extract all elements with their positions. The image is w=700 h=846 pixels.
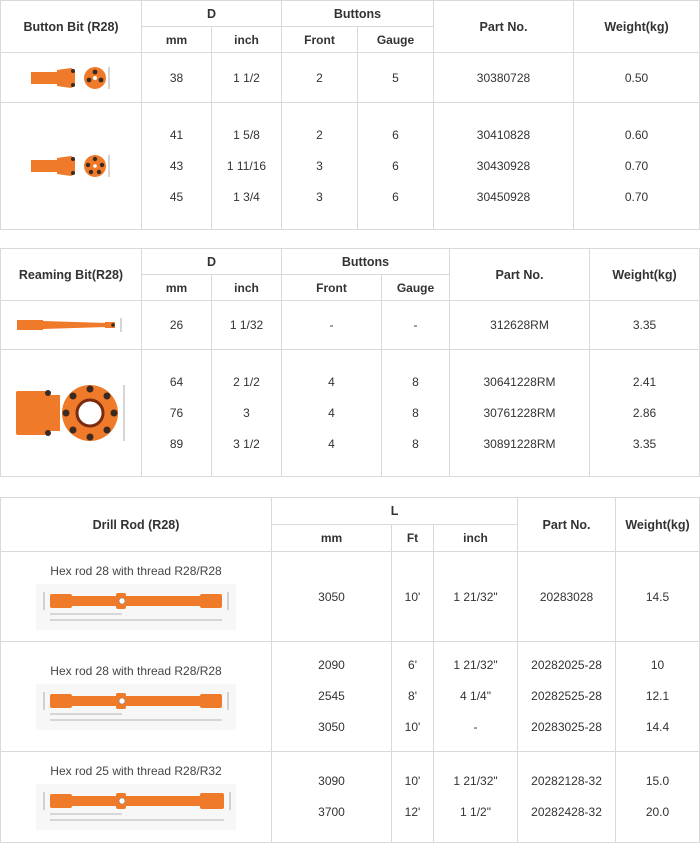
part-no-header: Part No.: [518, 498, 616, 552]
front-cell: 4 4 4: [282, 350, 382, 477]
inch-cell: 2 1/2 3 3 1/2: [212, 350, 282, 477]
drill-rod-image: [36, 684, 236, 730]
ft-cell: 10': [392, 552, 434, 642]
spacer: [0, 477, 700, 497]
mm-header: mm: [272, 525, 392, 552]
weight-cell: 2.41 2.86 3.35: [590, 350, 700, 477]
inch-cell: 1 21/32": [434, 552, 518, 642]
rod-caption: Hex rod 28 with thread R28/R28: [50, 563, 222, 578]
l-header: L: [272, 498, 518, 525]
gauge-cell: 8 8 8: [382, 350, 450, 477]
button-bit-image: [1, 103, 142, 230]
table-row: [1, 552, 700, 642]
front-header: Front: [282, 27, 358, 53]
part-cell: 30410828 30430928 30450928: [434, 103, 574, 230]
d-header: D: [142, 1, 282, 27]
front-header: Front: [282, 275, 382, 301]
weight-cell: 0.50: [574, 53, 700, 103]
table-row: [1, 301, 700, 350]
weight-cell: 14.5: [616, 552, 700, 642]
drill-rod-image: [36, 784, 236, 830]
mm-cell: 2090 2545 3050: [272, 642, 392, 752]
spacer: [0, 230, 700, 248]
ft-cell: 6' 8' 10': [392, 642, 434, 752]
part-cell: 20282128-32 20282428-32: [518, 752, 616, 843]
drill-rod-cell: [1, 552, 272, 642]
rod-caption: Hex rod 25 with thread R28/R32: [50, 764, 222, 778]
reaming-bit-image: [1, 350, 142, 477]
front-cell: 2: [282, 53, 358, 103]
weight-cell: 15.0 20.0: [616, 752, 700, 843]
part-cell: 20283028: [518, 552, 616, 642]
weight-cell: 10 12.1 14.4: [616, 642, 700, 752]
table-row: [1, 642, 700, 752]
ft-cell: 10' 12': [392, 752, 434, 843]
d-header: D: [142, 249, 282, 275]
part-no-header: Part No.: [434, 1, 574, 53]
inch-cell: 1 1/2: [212, 53, 282, 103]
weight-header: Weight(kg): [616, 498, 700, 552]
part-no-header: Part No.: [450, 249, 590, 301]
reaming-bit-table: [0, 248, 700, 477]
mm-header: mm: [142, 27, 212, 53]
table-row: [1, 53, 700, 103]
drill-rod-cell: [1, 642, 272, 752]
buttons-header: Buttons: [282, 249, 450, 275]
mm-header: mm: [142, 275, 212, 301]
part-cell: 20282025-28 20282525-28 20283025-28: [518, 642, 616, 752]
table-row: [1, 103, 700, 230]
reaming-bit-image: [1, 301, 142, 350]
mm-cell: 64 76 89: [142, 350, 212, 477]
weight-cell: 0.60 0.70 0.70: [574, 103, 700, 230]
rod-caption: Hex rod 28 with thread R28/R28: [50, 663, 222, 678]
button-bit-table: [0, 0, 700, 230]
gauge-cell: 5: [358, 53, 434, 103]
weight-header: Weight(kg): [590, 249, 700, 301]
mm-cell: 41 43 45: [142, 103, 212, 230]
table-row: [1, 350, 700, 477]
button-bit-image: [1, 53, 142, 103]
drill-rod-title: Drill Rod (R28): [1, 498, 272, 552]
mm-cell: 3050: [272, 552, 392, 642]
inch-header: inch: [212, 27, 282, 53]
gauge-header: Gauge: [358, 27, 434, 53]
mm-cell: 38: [142, 53, 212, 103]
gauge-header: Gauge: [382, 275, 450, 301]
inch-cell: 1 21/32" 1 1/2": [434, 752, 518, 843]
drill-rod-table: [0, 497, 700, 843]
weight-cell: 3.35: [590, 301, 700, 350]
front-cell: 2 3 3: [282, 103, 358, 230]
gauge-cell: 6 6 6: [358, 103, 434, 230]
button-bit-title: Button Bit (R28): [1, 1, 142, 53]
inch-header: inch: [212, 275, 282, 301]
drill-rod-image: [36, 584, 236, 630]
inch-cell: 1 21/32" 4 1/4" -: [434, 642, 518, 752]
part-cell: 30380728: [434, 53, 574, 103]
inch-header: inch: [434, 525, 518, 552]
mm-cell: 26: [142, 301, 212, 350]
part-cell: 312628RM: [450, 301, 590, 350]
ft-header: Ft: [392, 525, 434, 552]
front-cell: -: [282, 301, 382, 350]
weight-header: Weight(kg): [574, 1, 700, 53]
buttons-header: Buttons: [282, 1, 434, 27]
gauge-cell: -: [382, 301, 450, 350]
reaming-bit-title: Reaming Bit(R28): [1, 249, 142, 301]
part-cell: 30641228RM 30761228RM 30891228RM: [450, 350, 590, 477]
inch-cell: 1 5/8 1 11/16 1 3/4: [212, 103, 282, 230]
inch-cell: 1 1/32: [212, 301, 282, 350]
drill-rod-cell: [1, 752, 272, 843]
table-row: [1, 752, 700, 843]
mm-cell: 3090 3700: [272, 752, 392, 843]
